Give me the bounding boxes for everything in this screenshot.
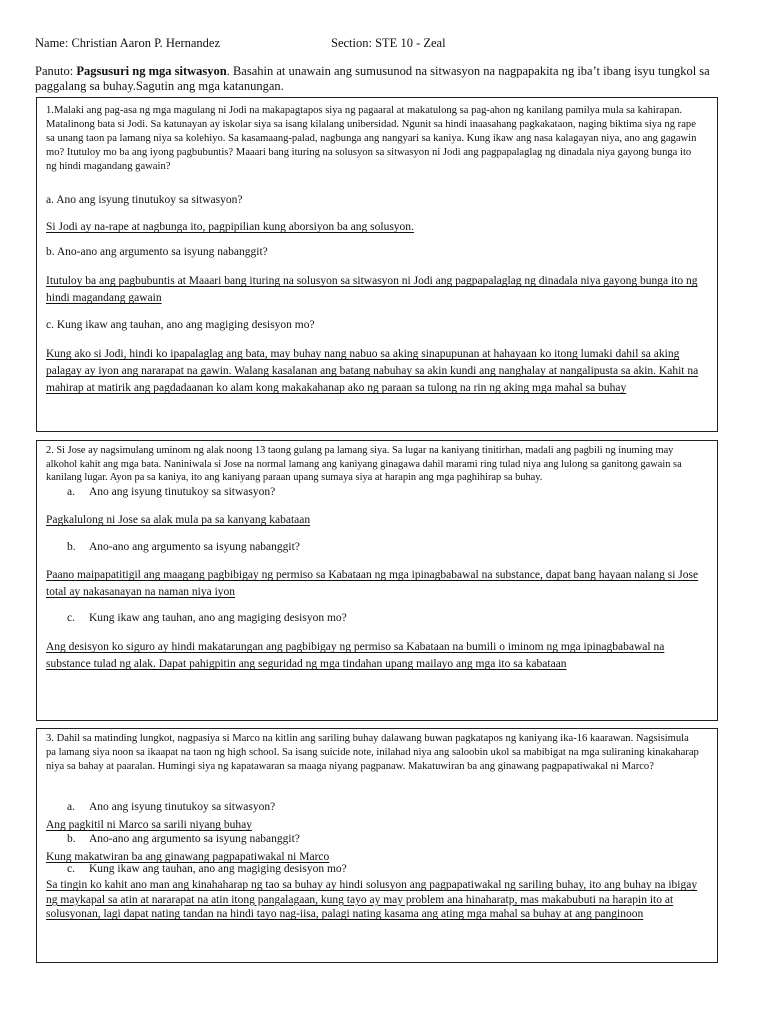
question-label: Ano-ano ang argumento sa isyung nabanggit? bbox=[89, 833, 300, 845]
answer-3c: Sa tingin ko kahit ano man ang kinahaharap ng tao sa buhay ay hindi solusyon ang pagpapatiwakal ng sariling buhay, ito ang buhay na ibigay ng maykapal sa atin at nararapat na atin itong pangalagaan, kung tayo ay may problem ana hinaharatp, mas makabubuti na harapin ito at solusyonan, lagi dapat nating tandan na hindi tayo nag-iisa, palagi nating kasama ang ating mga mahal sa buhay at ang panginoon bbox=[46, 879, 698, 921]
question-2b bbox=[67, 541, 300, 553]
question-3c bbox=[67, 863, 347, 875]
question-2c bbox=[67, 612, 347, 624]
instructions-prefix: Panuto: bbox=[35, 64, 77, 78]
student-name: Name: Christian Aaron P. Hernandez bbox=[35, 36, 221, 50]
situation-text-2: 2. Si Jose ay nagsimulang uminom ng alak noong 13 taong gulang pa lamang siya. Sa lugar na kaniyang tinitirhan, madali ang pagbili ng inuming may alkohol kahit ang mga bata. Naniniwala si Jose na normal lamang ang kaniyang ginagawa dahil marami ring tulad niya ang lulong sa ganitong gawain sa kanilang lugar. Ayon pa sa kaniya, ito ang kaniyang paraan upang sumaya siya at harapin ang mga paghihirap sa buhay. bbox=[46, 445, 682, 483]
situation-box-2 bbox=[36, 440, 718, 721]
answer-1a: Si Jodi ay na-rape at nagbunga ito, pagpipilian kung aborsiyon ba ang solusyon. bbox=[46, 221, 414, 233]
answer-1c: Kung ako si Jodi, hindi ko ipapalaglag ang bata, may buhay nang nabuo sa aking sinapupunan at hahayaan ko itong lumaki dahil sa aking palagay ay iyon ang nararapat na gawin. Walang kasalanan ang batang nabuhay sa akin kundi ang nanghalay at nangalipusta sa akin. Kahit na mahirap at matirik ang pagdadaanan ko alam kong makakahanap ako ng paraan sa tulong na rin ng aking mga mahal sa buhay bbox=[46, 348, 699, 394]
instructions bbox=[35, 64, 725, 94]
question-2a bbox=[67, 486, 275, 498]
question-1c: c. Kung ikaw ang tauhan, ano ang magiging desisyon mo? bbox=[46, 319, 315, 331]
answer-2a: Pagkalulong ni Jose sa alak mula pa sa kanyang kabataan bbox=[46, 514, 311, 526]
answer-3a: Ang pagkitil ni Marco sa sarili niyang buhay bbox=[46, 819, 253, 831]
question-3b bbox=[67, 833, 300, 845]
instructions-body: . Basahin at unawain ang sumusunod na sitwasyon na nagpapakita ng iba’t ibang isyu tungkol sa paggalang sa buhay.Sagutin ang mga katanungan. bbox=[35, 64, 710, 93]
answer-2b: Paano maipapatitigil ang maagang pagbibigay ng permiso sa Kabataan ng mga ipinagbabawal na substance, dapat bang hayaan nalang si Jose total ay nakasanayan na naman niya iyon bbox=[46, 569, 699, 598]
situation-box-1 bbox=[36, 97, 718, 432]
question-label: Ano-ano ang argumento sa isyung nabanggit? bbox=[89, 541, 300, 553]
answer-3b: Kung makatwiran ba ang ginawang pagpapatiwakal ni Marco bbox=[46, 851, 330, 863]
instructions-title: Pagsusuri ng mga sitwasyon bbox=[76, 64, 227, 78]
answer-2c: Ang desisyon ko siguro ay hindi makatarungan ang pagbibigay ng permiso sa Kabataan na bumili o iminom ng mga ipinagbabawal na substance tulad ng alak. Dapat pahigpitin ang seguridad ng mga tindahan upang mailayo ang mga ito sa kabataan bbox=[46, 641, 665, 670]
question-label: Kung ikaw ang tauhan, ano ang magiging desisyon mo? bbox=[89, 863, 347, 875]
question-letter: c. bbox=[67, 863, 75, 875]
student-section: Section: STE 10 - Zeal bbox=[331, 36, 446, 50]
question-letter: b. bbox=[67, 833, 76, 845]
answer-1b: Itutuloy ba ang pagbubuntis at Maaari bang ituring na solusyon sa sitwasyon ni Jodi ang pagpapalaglag ng dinadala niya gayong bunga ito ng hindi magandang gawain bbox=[46, 275, 698, 304]
question-letter: c. bbox=[67, 612, 75, 624]
question-label: Kung ikaw ang tauhan, ano ang magiging desisyon mo? bbox=[89, 612, 347, 624]
question-letter: a. bbox=[67, 801, 75, 813]
question-1b: b. Ano-ano ang argumento sa isyung nabanggit? bbox=[46, 246, 268, 258]
question-label: Ano ang isyung tinutukoy sa sitwasyon? bbox=[89, 486, 276, 498]
question-3a bbox=[67, 801, 275, 813]
question-letter: b. bbox=[67, 541, 76, 553]
situation-box-3 bbox=[36, 728, 718, 963]
question-letter: a. bbox=[67, 486, 75, 498]
situation-text-3: 3. Dahil sa matinding lungkot, nagpasiya si Marco na kitlin ang sariling buhay dalawang buwan pagkatapos ng kaniyang ika-16 kaarawan. Nagsisimula pa lamang siya noon sa ikaapat na taon ng high school. Sa isang suicide note, inilahad niya ang saloobin ukol sa mabibigat na mga suliraning kinakaharap niya sa bahay at paaralan. Humingi siya ng kapatawaran sa maaga niyang pagpanaw. Makatuwiran ba ang ginawang pagpapatiwakal ni Marco? bbox=[46, 733, 699, 772]
question-1a: a. Ano ang isyung tinutukoy sa sitwasyon? bbox=[46, 194, 243, 206]
question-label: Ano ang isyung tinutukoy sa sitwasyon? bbox=[89, 801, 276, 813]
situation-text-1: 1.Malaki ang pag-asa ng mga magulang ni Jodi na makapagtapos siya ng pagaaral at makatulong sa pag-ahon ng kanilang pamilya mula sa kahirapan. Matalinong bata si Jodi. Sa katunayan ay iskolar siya sa isang kilalang unibersidad. Ngunit sa hindi inaasahang pagkakataon, naging biktima siya ng rape sa unang taon pa lamang niya sa kolehiyo. Sa kasamaang-palad, nagbunga ang nangyari sa kaniya. Kung ikaw ang nasa kalagayan niya, ano ang gagawin mo? Itutuloy mo ba ang iyong pagbubuntis? Maaari bang ituring na solusyon sa sitwasyon ni Jodi ang pagpapalaglag ng dinadala niya gayong bunga ito ng hindi magandang gawain? bbox=[46, 105, 697, 172]
